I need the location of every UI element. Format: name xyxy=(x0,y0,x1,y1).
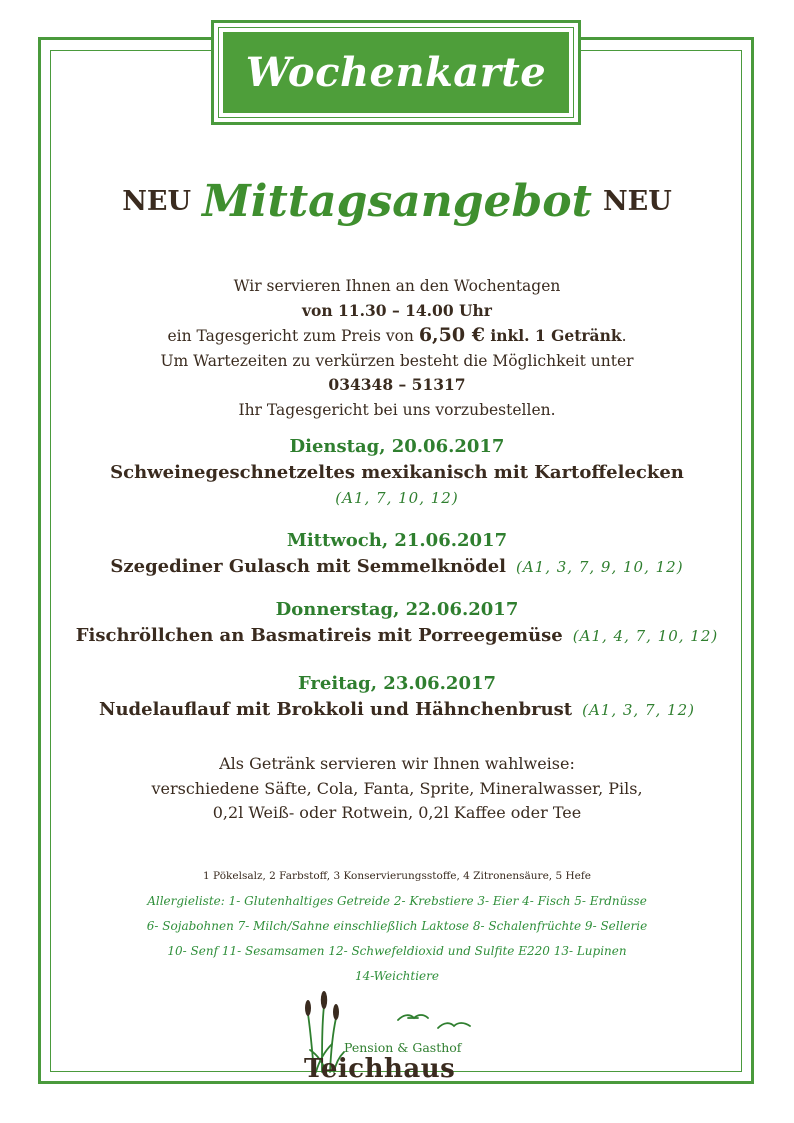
dish-line xyxy=(0,623,794,649)
intro-line4: Um Wartezeiten zu verkürzen besteht die Möglichkeit unter xyxy=(160,351,634,370)
allergy-line2: 6- Sojabohnen 7- Milch/Sahne einschließlich Laktose 8- Schalenfrüchte 9- Sellerie xyxy=(146,919,648,933)
intro-text xyxy=(0,274,794,422)
menu-day-2 xyxy=(0,528,794,580)
headline xyxy=(0,176,794,227)
menu-day-4 xyxy=(0,671,794,723)
opening-hours: von 11.30 – 14.00 Uhr xyxy=(302,300,492,320)
dish-name: Nudelauflauf mit Brokkoli und Hähnchenbrust xyxy=(98,699,573,720)
dish-allergens: (A1, 3, 7, 9, 10, 12) xyxy=(516,558,684,576)
menu-day-1 xyxy=(0,434,794,510)
title-banner xyxy=(211,20,581,125)
allergy-line4: 14-Weichtiere xyxy=(354,969,439,983)
day-date: Mittwoch, 21.06.2017 xyxy=(286,530,508,551)
neu-label-right: NEU xyxy=(603,186,672,217)
dish-name: Szegediner Gulasch mit Semmelknödel xyxy=(110,556,506,577)
headline-main: Mittagsangebot xyxy=(202,176,592,227)
dish-line xyxy=(0,697,794,723)
intro-line1: Wir servieren Ihnen an den Wochentagen xyxy=(233,277,561,295)
phone-number: 034348 – 51317 xyxy=(328,375,466,394)
drinks-line3: 0,2l Weiß- oder Rotwein, 0,2l Kaffee oder Tee xyxy=(212,803,582,822)
price-suffix: inkl. 1 Getränk xyxy=(484,326,622,345)
allergy-list xyxy=(100,889,694,989)
neu-label-left: NEU xyxy=(122,186,191,217)
price: 6,50 € xyxy=(418,324,485,346)
intro-line6: Ihr Tagesgericht bei uns vorzubestellen. xyxy=(238,400,556,419)
dish-name: Fischröllchen an Basmatireis mit Porreegemüse xyxy=(75,625,563,646)
price-line: ein Tagesgericht zum Preis von 6,50 € inkl. 1 Getränk. xyxy=(167,324,627,346)
logo-name: Teichhaus xyxy=(304,1054,456,1084)
drinks-line2: verschiedene Säfte, Cola, Fanta, Sprite, Mineralwasser, Pils, xyxy=(151,778,643,798)
day-date: Freitag, 23.06.2017 xyxy=(297,673,497,694)
allergy-line1: Allergieliste: 1- Glutenhaltiges Getreide 2- Krebstiere 3- Eier 4- Fisch 5- Erdnüsse xyxy=(147,894,647,908)
day-date: Donnerstag, 22.06.2017 xyxy=(275,599,519,620)
drinks-line1: Als Getränk servieren wir Ihnen wahlweise: xyxy=(219,754,575,773)
teichhaus-logo xyxy=(300,988,500,1088)
page-title: Wochenkarte xyxy=(245,49,547,96)
menu-day-3 xyxy=(0,597,794,649)
dish-line xyxy=(0,554,794,580)
allergy-line3: 10- Senf 11- Sesamsamen 12- Schwefeldioxid und Sulfite E220 13- Lupinen xyxy=(167,944,627,958)
dish-allergens: (A1, 7, 10, 12) xyxy=(335,489,459,507)
additives-footnote: 1 Pökelsalz, 2 Farbstoff, 3 Konservierungsstoffe, 4 Zitronensäure, 5 Hefe xyxy=(203,870,591,882)
dish-allergens: (A1, 3, 7, 12) xyxy=(582,701,695,719)
logo-subtitle: Pension & Gasthof xyxy=(344,1040,462,1055)
dish-allergens: (A1, 4, 7, 10, 12) xyxy=(572,627,719,645)
drinks-info xyxy=(0,752,794,826)
day-date: Dienstag, 20.06.2017 xyxy=(289,436,505,457)
dish-name: Schweinegeschnetzeltes mexikanisch mit Kartoffelecken xyxy=(110,462,684,483)
